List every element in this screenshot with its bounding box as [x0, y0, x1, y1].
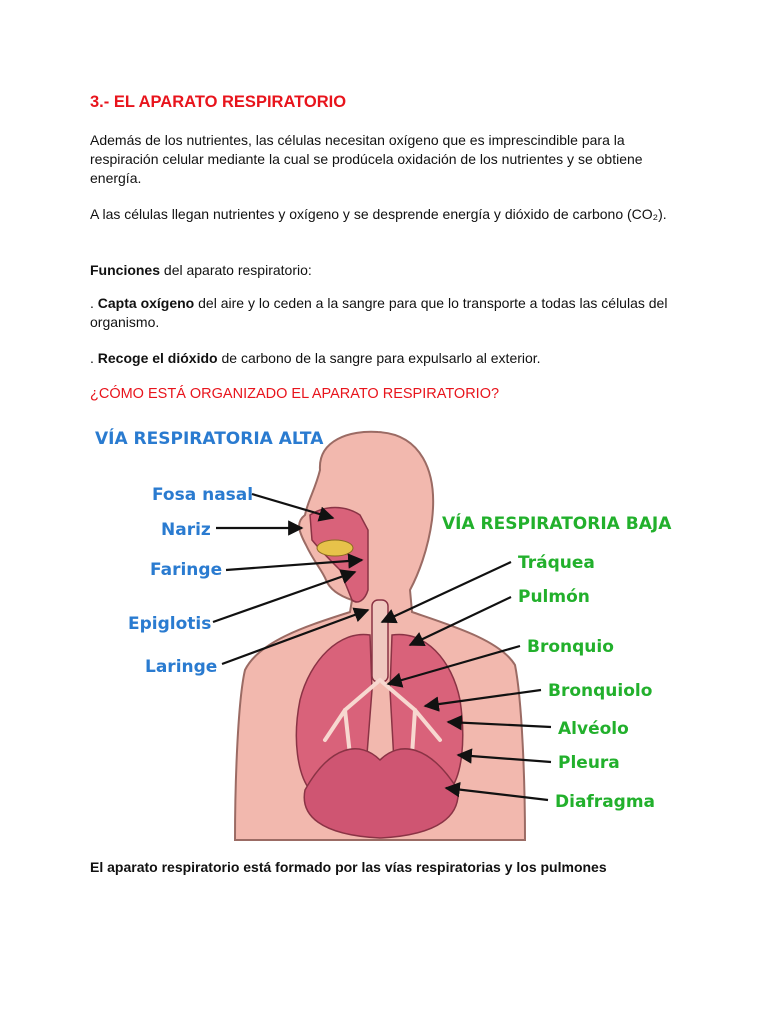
functions-bold: Funciones: [90, 262, 161, 278]
label-laringe: Laringe: [145, 657, 218, 677]
arrow-epiglotis: [213, 572, 355, 622]
label-nariz: Nariz: [161, 520, 211, 540]
paragraph-oxygen-need: Además de los nutrientes, las células necesitan oxígeno que es imprescindible para la respiración celular mediante la cual se prodúcela oxidación de los nutrientes y se obtiene energía.: [90, 132, 643, 186]
label-alveolo: Alvéolo: [558, 719, 629, 739]
collect-dioxide-bold: Recoge el dióxido: [97, 350, 218, 366]
label-pulmon: Pulmón: [518, 587, 590, 607]
trachea: [372, 600, 388, 682]
diagram-caption: El aparato respiratorio está formado por las vías respiratorias y los pulmones: [90, 859, 607, 875]
mouth-tongue: [317, 540, 353, 556]
label-pleura: Pleura: [558, 753, 620, 773]
label-epiglotis: Epiglotis: [128, 614, 212, 634]
collect-dioxide-rest: de carbono de la sangre para expulsarlo al exterior.: [217, 350, 541, 366]
upper-tract-title: VÍA RESPIRATORIA ALTA: [95, 429, 324, 449]
capture-oxygen-rest: del aire y lo ceden a la sangre para que lo transporte a todas las células del organismo.: [90, 295, 668, 330]
paragraph-cells: A las células llegan nutrientes y oxígeno y se desprende energía y dióxido de carbono (CO₂).: [90, 206, 667, 222]
label-bronquio: Bronquio: [527, 637, 614, 657]
label-diafragma: Diafragma: [555, 792, 656, 812]
label-traquea: Tráquea: [518, 553, 595, 573]
section-heading: 3.- EL APARATO RESPIRATORIO: [90, 93, 347, 111]
label-fosa-nasal: Fosa nasal: [152, 485, 254, 505]
lower-tract-title: VÍA RESPIRATORIA BAJA: [442, 514, 672, 534]
diaphragm: [304, 749, 458, 838]
label-bronquiolo: Bronquiolo: [548, 681, 653, 701]
capture-oxygen-bold: Capta oxígeno: [97, 295, 195, 311]
organization-question: ¿CÓMO ESTÁ ORGANIZADO EL APARATO RESPIRATORIO?: [90, 386, 500, 402]
bullet-prefix: .: [90, 295, 98, 311]
bullet-prefix: .: [90, 350, 98, 366]
functions-rest: del aparato respiratorio:: [160, 262, 312, 278]
label-faringe: Faringe: [150, 560, 223, 580]
